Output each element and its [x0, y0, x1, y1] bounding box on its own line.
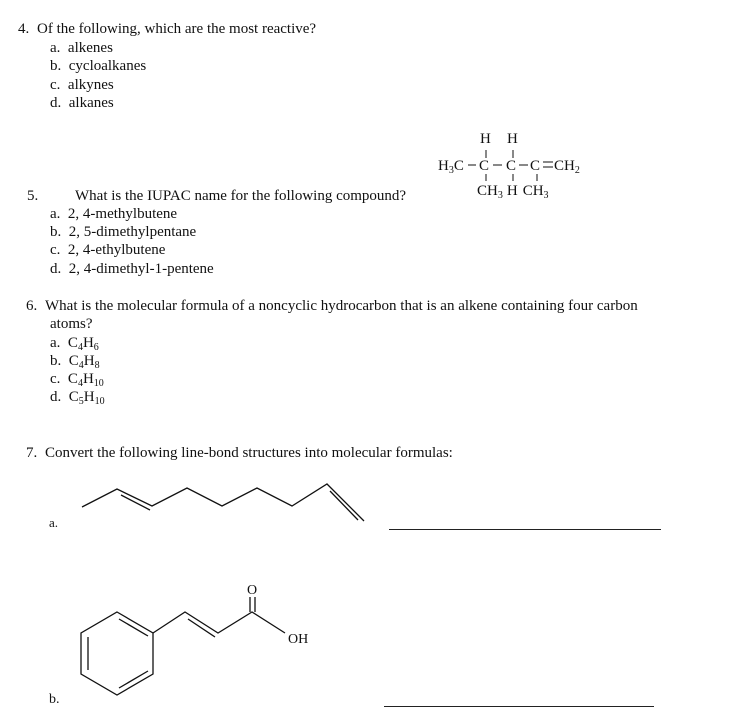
q5-number: 5.: [27, 188, 39, 204]
q7-part-b-label: b.: [49, 692, 60, 707]
ch2-group: $CH_2$: [554, 158, 580, 176]
q6-option-a[interactable]: a. $C_4H_6$: [50, 335, 99, 353]
q5-option-d[interactable]: d. 2, 4-dimethyl-1-pentene: [50, 261, 214, 277]
carbon-4: C: [530, 158, 541, 174]
bottom-groups: $CH_3$ H $CH_3$: [477, 183, 549, 201]
q4-option-a[interactable]: a. alkenes: [50, 40, 113, 56]
q6-heading: [26, 297, 638, 315]
carbon-3: C: [506, 158, 517, 174]
q4-option-c[interactable]: c. alkynes: [50, 77, 114, 93]
q7-question: Convert the following line-bond structures into molecular formulas:: [45, 445, 453, 461]
q6-question-line2: atoms?: [50, 316, 93, 332]
h3c-group: $H_3C$: [438, 158, 464, 176]
chain-zigzag: [82, 484, 364, 521]
q6-option-c[interactable]: c. $C_4H_{10}$: [50, 371, 104, 389]
q6-question-line1: What is the molecular formula of a noncyclic hydrocarbon that is an alkene containing four carbon: [45, 298, 638, 314]
q7b-answer-line[interactable]: [384, 706, 654, 707]
q7-number: 7.: [26, 445, 38, 461]
q7-part-a-label: a.: [49, 515, 59, 530]
side-chain: [153, 612, 285, 633]
q5-option-a[interactable]: a. 2, 4-methylbutene: [50, 206, 178, 222]
q6-option-b[interactable]: b. $C_4H_8$: [50, 353, 100, 371]
top-h-2: H: [507, 131, 518, 147]
top-h-1: H: [480, 131, 491, 147]
q5-option-c[interactable]: c. 2, 4-ethylbutene: [50, 242, 166, 258]
q5-question: What is the IUPAC name for the following compound?: [75, 188, 407, 204]
benzene-ring: [81, 612, 153, 695]
q4-option-b[interactable]: b. cycloalkanes: [50, 58, 147, 74]
q4-number: 4.: [18, 21, 30, 37]
q5-option-b[interactable]: b. 2, 5-dimethylpentane: [50, 224, 197, 240]
q7a-answer-line[interactable]: [389, 529, 661, 530]
carbon-2: C: [479, 158, 490, 174]
hydroxyl-label: OH: [288, 632, 309, 647]
q4-heading: [18, 20, 316, 38]
ring-double-3: [119, 619, 148, 636]
q7-heading: [26, 444, 453, 462]
double-bond-a1: [121, 495, 150, 510]
q6-number: 6.: [26, 298, 38, 314]
q6-option-d[interactable]: d. $C_5H_{10}$: [50, 389, 105, 407]
q4-question: Of the following, which are the most reactive?: [37, 21, 317, 37]
oxygen-label: O: [247, 583, 258, 598]
ring-double-2: [119, 671, 148, 688]
alkene-double: [188, 619, 215, 637]
q4-option-d[interactable]: d. alkanes: [50, 95, 114, 111]
double-bond-a2: [330, 491, 358, 520]
